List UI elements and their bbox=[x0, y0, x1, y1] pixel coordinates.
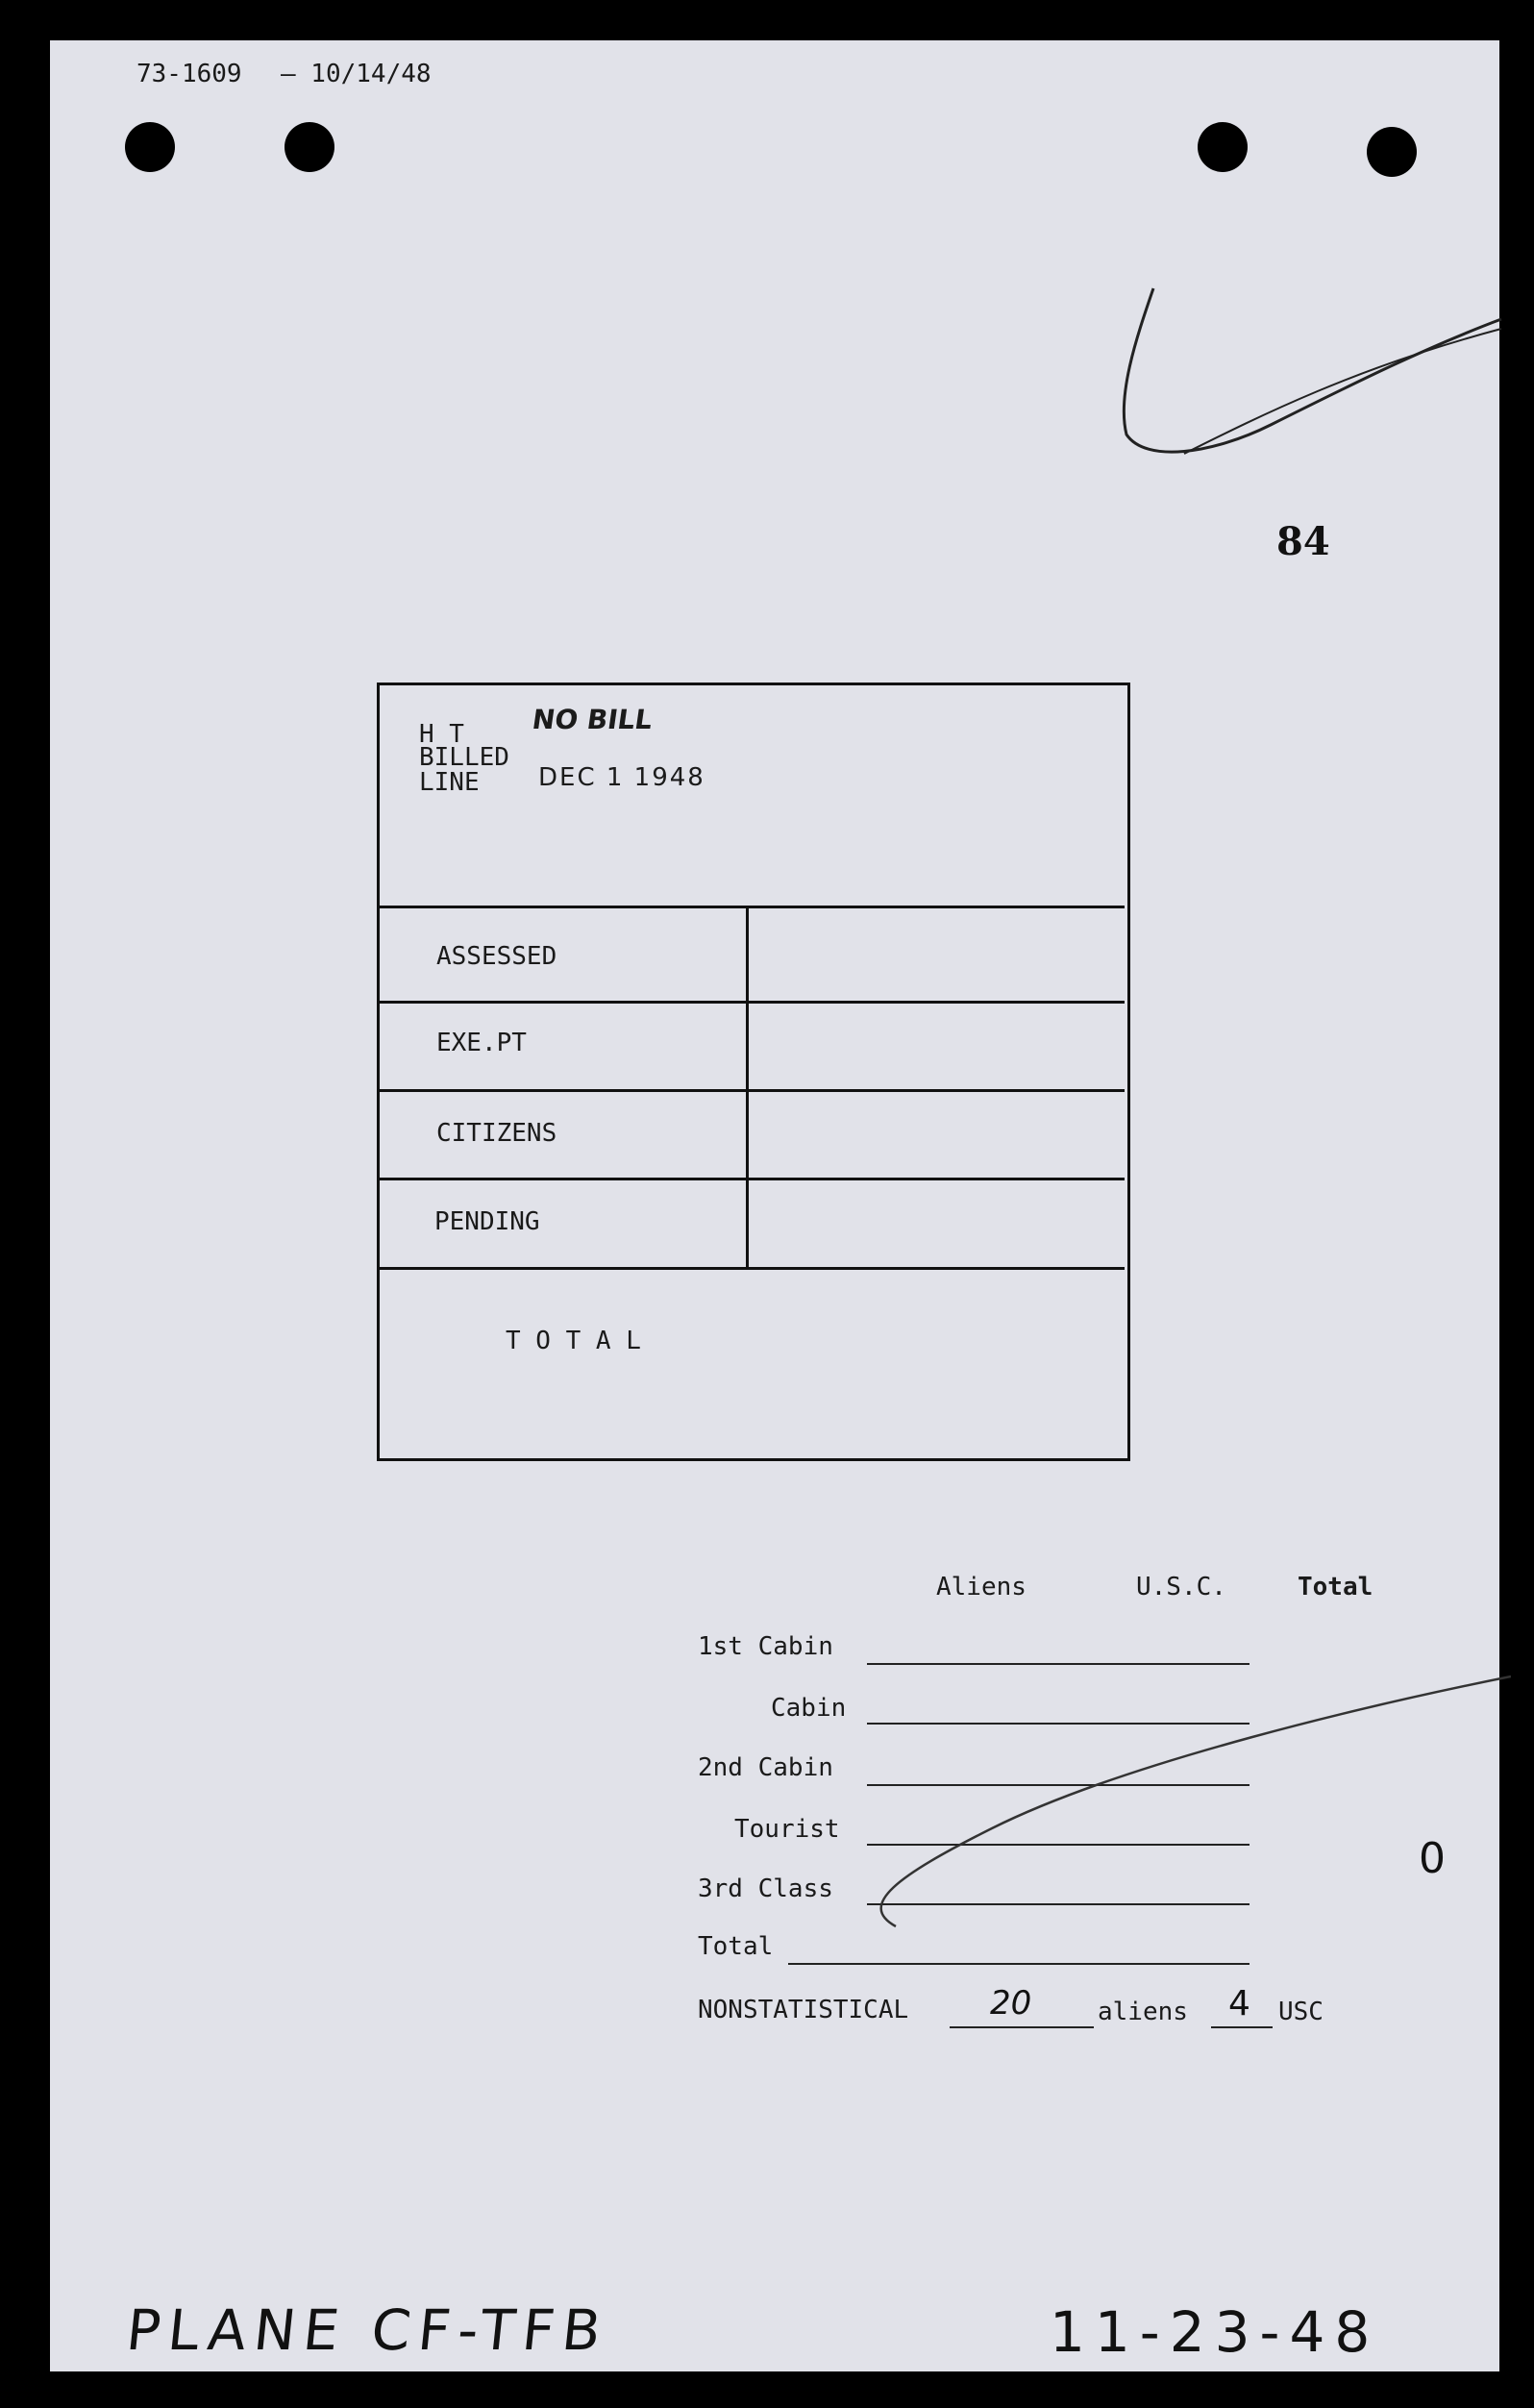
row-label: Cabin bbox=[771, 1694, 847, 1723]
ht-label: H T bbox=[419, 720, 464, 749]
page-number: 84 bbox=[1276, 519, 1330, 564]
divider bbox=[377, 1001, 1125, 1004]
column-header: Total bbox=[1298, 1573, 1373, 1601]
entry-line bbox=[1211, 2026, 1273, 2028]
box-row-label: PENDING bbox=[434, 1207, 540, 1236]
no-bill-stamp: NO BILL bbox=[530, 704, 655, 735]
row-label: 3rd Class bbox=[698, 1874, 833, 1903]
date-handwriting: 11-23-48 bbox=[1050, 2299, 1380, 2365]
row-label: Total bbox=[698, 1932, 774, 1961]
box-total-label: T O T A L bbox=[506, 1327, 641, 1355]
row-label: Tourist bbox=[734, 1815, 840, 1844]
billed-label: BILLED bbox=[419, 743, 509, 772]
column-divider bbox=[746, 906, 749, 1267]
line-label: LINE bbox=[419, 768, 480, 797]
usc-label: USC bbox=[1278, 1998, 1324, 2026]
file-number: 73-1609 bbox=[136, 60, 242, 88]
strike-line bbox=[838, 1675, 1511, 1963]
punch-hole bbox=[1198, 122, 1248, 172]
divider bbox=[377, 1267, 1125, 1270]
document-page bbox=[50, 40, 1499, 2371]
billing-box bbox=[377, 683, 1130, 1461]
column-header: U.S.C. bbox=[1136, 1573, 1226, 1601]
box-row-label: EXE.PT bbox=[436, 1029, 527, 1057]
nonstat-aliens-value: 20 bbox=[990, 1984, 1032, 2023]
box-row-label: CITIZENS bbox=[436, 1119, 557, 1148]
entry-line bbox=[950, 2026, 1094, 2028]
divider bbox=[377, 906, 1125, 908]
row-label: 2nd Cabin bbox=[698, 1753, 833, 1782]
nonstatistical-label: NONSTATISTICAL bbox=[698, 1996, 909, 2024]
aliens-label: aliens bbox=[1098, 1998, 1188, 2026]
column-header: Aliens bbox=[936, 1573, 1027, 1601]
plane-handwriting: PLANE CF-TFB bbox=[123, 2297, 612, 2363]
punch-hole bbox=[125, 122, 175, 172]
entry-line bbox=[788, 1963, 1249, 1965]
punch-hole bbox=[1367, 127, 1417, 177]
punch-hole bbox=[285, 122, 334, 172]
nonstat-usc-value: 4 bbox=[1228, 1984, 1250, 2023]
box-row-label: ASSESSED bbox=[436, 942, 557, 971]
divider bbox=[377, 1178, 1125, 1180]
entry-line bbox=[867, 1663, 1249, 1665]
divider bbox=[377, 1089, 1125, 1092]
check-mark-icon bbox=[1107, 233, 1511, 521]
header-date: – 10/14/48 bbox=[281, 60, 432, 88]
date-stamp: DEC 1 1948 bbox=[538, 763, 705, 792]
row-label: 1st Cabin bbox=[698, 1632, 833, 1661]
side-mark: 0 bbox=[1419, 1834, 1446, 1883]
